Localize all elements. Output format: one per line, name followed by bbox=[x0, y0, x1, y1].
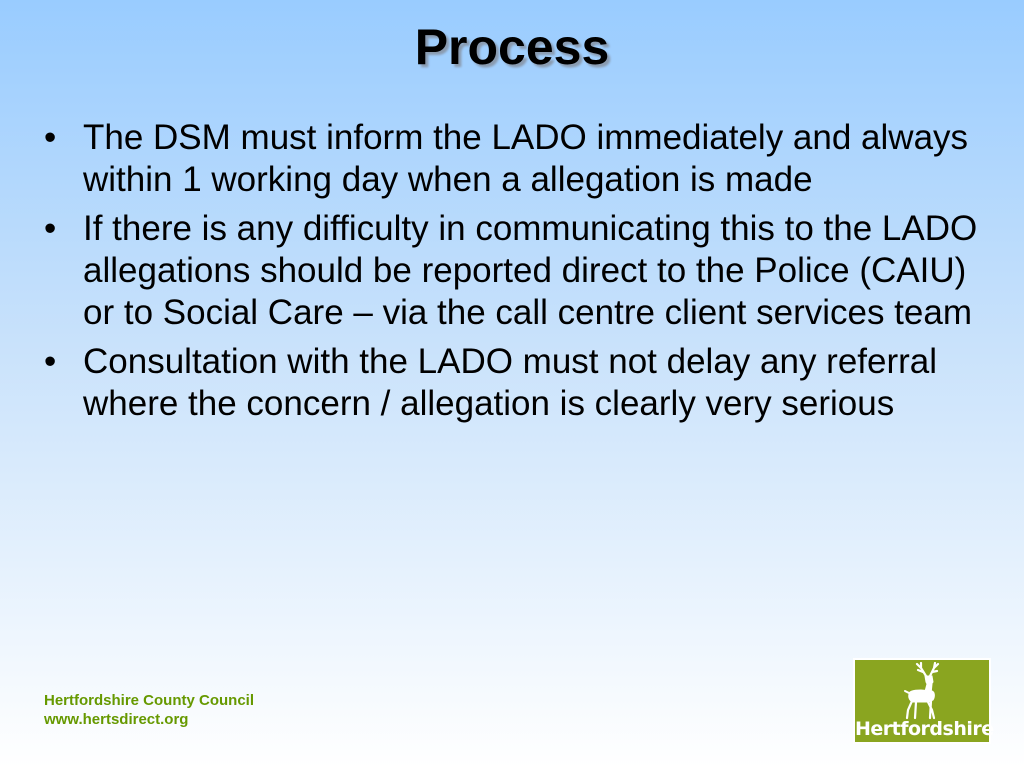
footer bbox=[44, 691, 254, 729]
logo-text: Hertfordshire bbox=[855, 718, 994, 740]
bullet-text: If there is any difficulty in communicating this to the LADO allegations should be reported direct to the Police (CAIU) or to Social Care – via the call centre client services team bbox=[83, 209, 978, 332]
bullet-dot: • bbox=[44, 118, 57, 157]
bullet-item bbox=[40, 117, 980, 201]
footer-website: www.hertsdirect.org bbox=[44, 711, 189, 728]
hertfordshire-logo bbox=[853, 658, 994, 744]
stag-icon bbox=[899, 662, 949, 720]
bullet-list bbox=[40, 117, 980, 432]
bullet-text: The DSM must inform the LADO immediately and always within 1 working day when a allegation is made bbox=[83, 118, 969, 199]
bullet-item bbox=[40, 341, 980, 425]
bullet-item bbox=[40, 208, 980, 334]
footer-org-name: Hertfordshire County Council bbox=[44, 692, 255, 709]
bullet-dot: • bbox=[44, 209, 57, 248]
bullet-dot: • bbox=[44, 342, 57, 381]
bullet-text: Consultation with the LADO must not delay any referral where the concern / allegation is clearly very serious bbox=[83, 342, 938, 423]
slide-title: Process bbox=[414, 19, 610, 75]
